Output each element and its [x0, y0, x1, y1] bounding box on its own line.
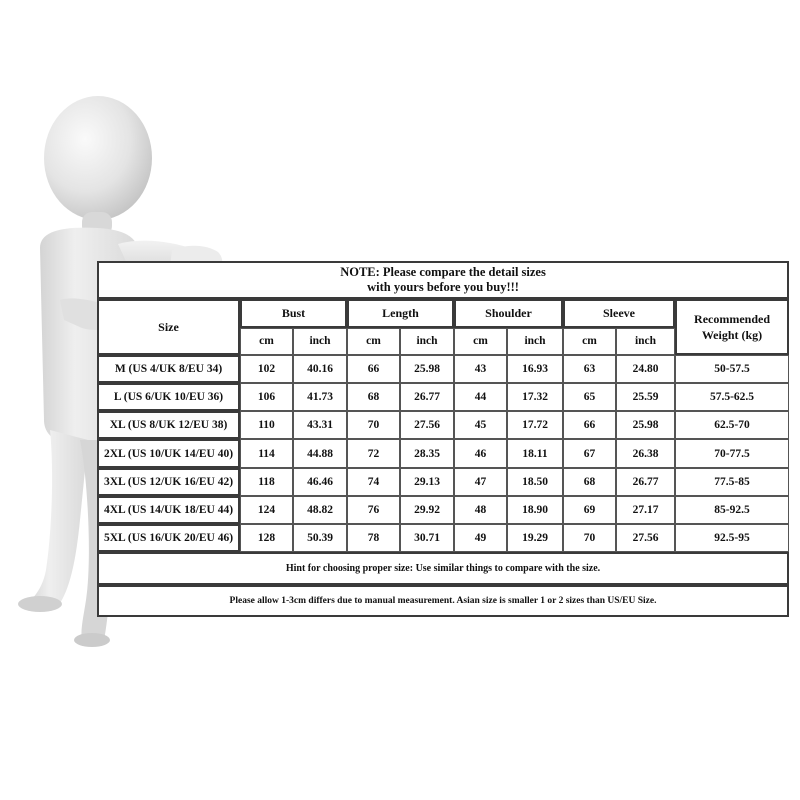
hint-text: Hint for choosing proper size: Use similar things to compare with the size. — [97, 552, 789, 584]
note-row — [97, 261, 789, 299]
cell-weight: 92.5-95 — [675, 524, 789, 552]
cell-sleeve-cm: 67 — [563, 439, 616, 467]
cell-shoulder-in: 17.32 — [507, 383, 563, 411]
recommended-line-1: Recommended — [694, 312, 771, 327]
cell-bust-cm: 124 — [240, 496, 293, 524]
cell-length-in: 30.71 — [400, 524, 454, 552]
size-rows — [97, 355, 789, 553]
cell-shoulder-cm: 45 — [454, 411, 507, 439]
cell-length-in: 28.35 — [400, 439, 454, 467]
size-label: L (US 6/UK 10/EU 36) — [97, 383, 240, 411]
cell-sleeve-in: 26.38 — [616, 439, 675, 467]
cell-shoulder-in: 19.29 — [507, 524, 563, 552]
cell-shoulder-in: 18.50 — [507, 468, 563, 496]
cell-length-in: 29.92 — [400, 496, 454, 524]
size-chart — [97, 261, 789, 617]
recommended-line-2: Weight (kg) — [701, 328, 763, 343]
cell-sleeve-cm: 66 — [563, 411, 616, 439]
cell-length-in: 29.13 — [400, 468, 454, 496]
unit-cm: cm — [347, 328, 400, 355]
cell-bust-in: 41.73 — [293, 383, 347, 411]
cell-bust-cm: 106 — [240, 383, 293, 411]
size-table — [97, 261, 789, 617]
cell-bust-cm: 114 — [240, 439, 293, 467]
cell-length-cm: 76 — [347, 496, 400, 524]
cell-bust-cm: 102 — [240, 355, 293, 383]
size-label: 4XL (US 14/UK 18/EU 44) — [97, 496, 240, 524]
cell-sleeve-in: 25.59 — [616, 383, 675, 411]
cell-sleeve-cm: 63 — [563, 355, 616, 383]
cell-length-cm: 74 — [347, 468, 400, 496]
cell-weight: 85-92.5 — [675, 496, 789, 524]
cell-length-cm: 66 — [347, 355, 400, 383]
cell-bust-in: 48.82 — [293, 496, 347, 524]
cell-length-in: 26.77 — [400, 383, 454, 411]
cell-length-cm: 68 — [347, 383, 400, 411]
cell-sleeve-in: 26.77 — [616, 468, 675, 496]
cell-shoulder-cm: 48 — [454, 496, 507, 524]
size-label: XL (US 8/UK 12/EU 38) — [97, 411, 240, 439]
unit-inch: inch — [507, 328, 563, 355]
table-row — [97, 439, 789, 467]
cell-sleeve-cm: 65 — [563, 383, 616, 411]
figure-foot-left — [18, 596, 62, 612]
cell-length-in: 27.56 — [400, 411, 454, 439]
cell-sleeve-in: 27.17 — [616, 496, 675, 524]
cell-weight: 77.5-85 — [675, 468, 789, 496]
cell-bust-cm: 110 — [240, 411, 293, 439]
cell-sleeve-in: 27.56 — [616, 524, 675, 552]
cell-sleeve-in: 25.98 — [616, 411, 675, 439]
size-label: 2XL (US 10/UK 14/EU 40) — [97, 439, 240, 467]
cell-length-cm: 70 — [347, 411, 400, 439]
note-cell — [97, 261, 789, 299]
cell-shoulder-in: 16.93 — [507, 355, 563, 383]
table-row — [97, 468, 789, 496]
cell-shoulder-in: 18.11 — [507, 439, 563, 467]
allow-text: Please allow 1-3cm differs due to manual measurement. Asian size is smaller 1 or 2 sizes than US/EU Size. — [97, 585, 789, 617]
cell-shoulder-cm: 43 — [454, 355, 507, 383]
cell-shoulder-in: 17.72 — [507, 411, 563, 439]
cell-sleeve-cm: 70 — [563, 524, 616, 552]
cell-sleeve-cm: 68 — [563, 468, 616, 496]
table-row — [97, 496, 789, 524]
cell-weight: 50-57.5 — [675, 355, 789, 383]
cell-bust-in: 50.39 — [293, 524, 347, 552]
figure-head — [44, 96, 152, 220]
unit-inch: inch — [293, 328, 347, 355]
figure-leg-left — [28, 430, 88, 606]
unit-cm: cm — [240, 328, 293, 355]
cell-shoulder-cm: 47 — [454, 468, 507, 496]
unit-inch: inch — [400, 328, 454, 355]
cell-weight: 70-77.5 — [675, 439, 789, 467]
recommended-weight-header — [675, 299, 789, 354]
cell-length-cm: 78 — [347, 524, 400, 552]
cell-shoulder-in: 18.90 — [507, 496, 563, 524]
table-row — [97, 524, 789, 552]
length-header: Length — [347, 299, 454, 327]
sleeve-header: Sleeve — [563, 299, 675, 327]
cell-bust-cm: 128 — [240, 524, 293, 552]
cell-bust-in: 46.46 — [293, 468, 347, 496]
size-label: 3XL (US 12/UK 16/EU 42) — [97, 468, 240, 496]
header-row — [97, 299, 789, 327]
unit-cm: cm — [563, 328, 616, 355]
cell-weight: 62.5-70 — [675, 411, 789, 439]
cell-bust-in: 43.31 — [293, 411, 347, 439]
size-header: Size — [97, 299, 240, 354]
hint-row — [97, 552, 789, 584]
note-line-1: NOTE: Please compare the detail sizes — [340, 265, 546, 280]
unit-cm: cm — [454, 328, 507, 355]
cell-length-cm: 72 — [347, 439, 400, 467]
bust-header: Bust — [240, 299, 347, 327]
cell-sleeve-in: 24.80 — [616, 355, 675, 383]
cell-shoulder-cm: 46 — [454, 439, 507, 467]
cell-sleeve-cm: 69 — [563, 496, 616, 524]
size-label: M (US 4/UK 8/EU 34) — [97, 355, 240, 383]
cell-weight: 57.5-62.5 — [675, 383, 789, 411]
table-row — [97, 383, 789, 411]
unit-inch: inch — [616, 328, 675, 355]
cell-shoulder-cm: 49 — [454, 524, 507, 552]
cell-shoulder-cm: 44 — [454, 383, 507, 411]
cell-bust-cm: 118 — [240, 468, 293, 496]
note-line-2: with yours before you buy!!! — [367, 280, 519, 295]
shoulder-header: Shoulder — [454, 299, 563, 327]
table-row — [97, 355, 789, 383]
size-label: 5XL (US 16/UK 20/EU 46) — [97, 524, 240, 552]
figure-foot-right — [74, 633, 110, 647]
cell-bust-in: 40.16 — [293, 355, 347, 383]
cell-bust-in: 44.88 — [293, 439, 347, 467]
cell-length-in: 25.98 — [400, 355, 454, 383]
table-row — [97, 411, 789, 439]
allow-row — [97, 585, 789, 617]
